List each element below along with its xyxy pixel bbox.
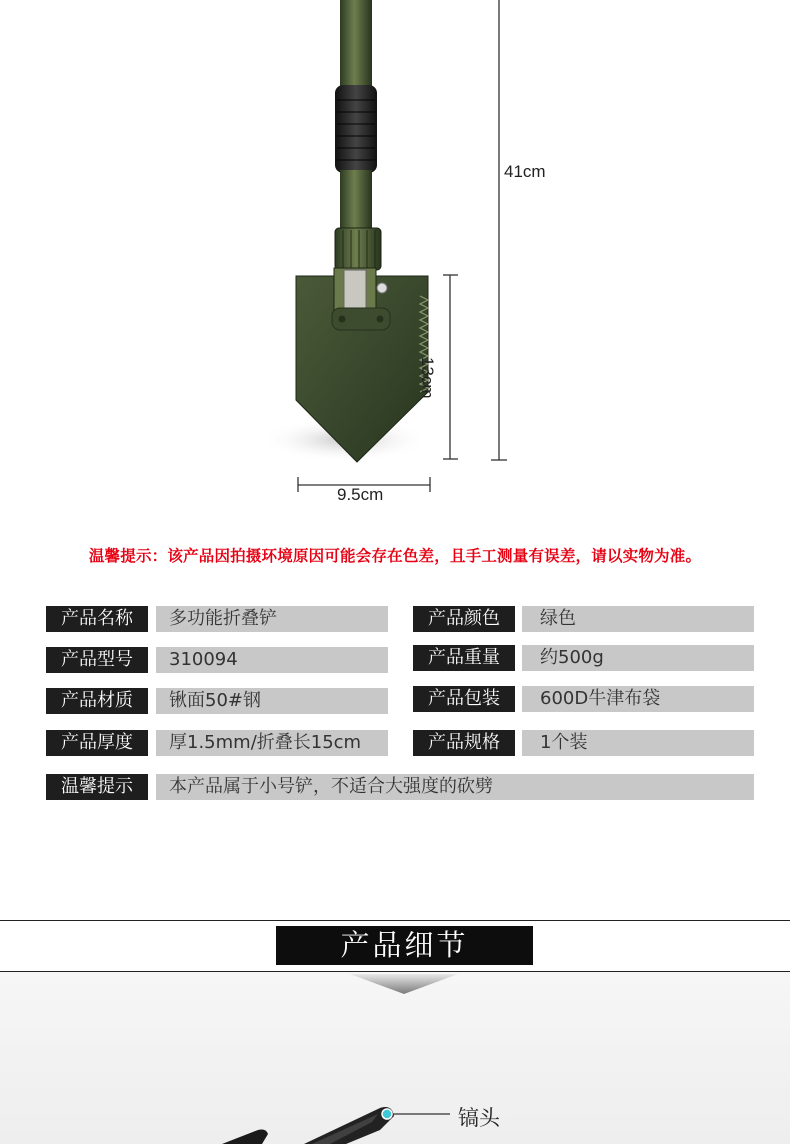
spec-label-color: 产品颜色 bbox=[413, 606, 515, 632]
spec-value-packaging: 600D牛津布袋 bbox=[522, 686, 754, 712]
spec-value-tip: 本产品属于小号铲，不适合大强度的砍劈 bbox=[156, 774, 754, 800]
spec-label-quantity: 产品规格 bbox=[413, 730, 515, 756]
spec-label-name: 产品名称 bbox=[46, 606, 148, 632]
spec-label-model: 产品型号 bbox=[46, 647, 148, 673]
color-difference-notice: 温馨提示：该产品因拍摄环境原因可能会存在色差，且手工测量有误差，请以实物为准。 bbox=[88, 547, 702, 565]
pickaxe-head-detail-image bbox=[0, 1090, 790, 1144]
section-title: 产品细节 bbox=[276, 926, 533, 965]
spec-value-color: 绿色 bbox=[522, 606, 754, 632]
spec-label-weight: 产品重量 bbox=[413, 645, 515, 671]
spec-label-packaging: 产品包装 bbox=[413, 686, 515, 712]
callout-dot-icon bbox=[382, 1109, 392, 1119]
spec-value-model: 310094 bbox=[156, 647, 388, 673]
spec-label-tip: 温馨提示 bbox=[46, 774, 148, 800]
height-dimension-label: 41cm bbox=[504, 162, 546, 181]
down-arrow-icon bbox=[350, 972, 458, 996]
section-divider-top bbox=[0, 920, 790, 921]
pickaxe-head-callout-label: 镐头 bbox=[458, 1106, 500, 1130]
spec-value-thickness: 厚1.5mm/折叠长15cm bbox=[156, 730, 388, 756]
spec-label-thickness: 产品厚度 bbox=[46, 730, 148, 756]
blade-width-dimension-label: 9.5cm bbox=[337, 485, 384, 504]
blade-height-dimension-label: 13cm bbox=[418, 357, 437, 399]
spec-value-weight: 约500g bbox=[522, 645, 754, 671]
spec-label-material: 产品材质 bbox=[46, 688, 148, 714]
spec-value-quantity: 1个装 bbox=[522, 730, 754, 756]
spec-value-material: 锹面50#钢 bbox=[156, 688, 388, 714]
spec-value-name: 多功能折叠铲 bbox=[156, 606, 388, 632]
